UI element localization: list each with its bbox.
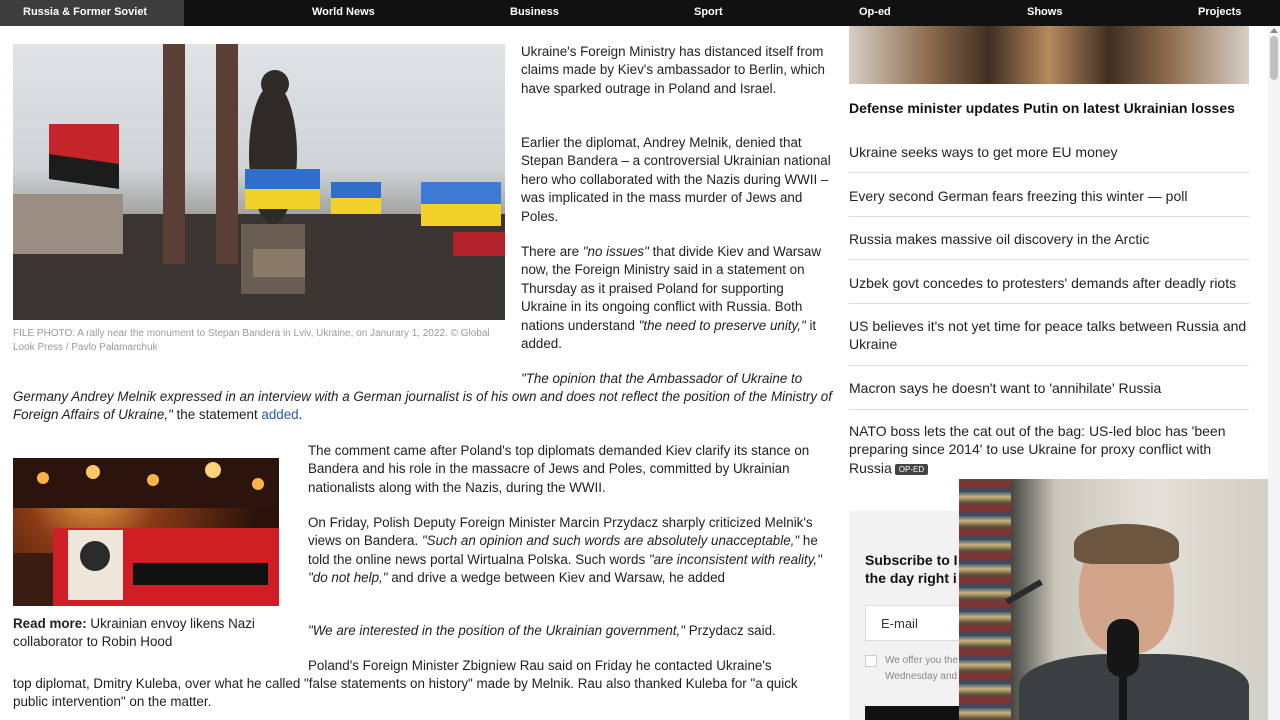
p4-quote-rest: Germany Andrey Melnik expressed in an interview with a German journalist is of his own and does not reflect the position of the Ministry of Foreign Affairs of Ukraine," — [13, 389, 832, 423]
paragraph-8: top diplomat, Dmitry Kuleba, over what he called "false statements on history" made by Melnik. Rau also thanked Kuleba for "a quick public intervention" on the matter. — [13, 676, 798, 710]
news-item-2[interactable]: Every second German fears freezing this winter — poll — [849, 188, 1188, 204]
nav-item-world-news[interactable]: World News — [312, 6, 375, 18]
divider — [849, 409, 1249, 410]
nav-item-shows[interactable]: Shows — [1027, 6, 1063, 18]
p6-text-a: On Friday, Polish Deputy Foreign Minister Marcin Przydacz sharply criticized Melnik's views on Bandera. — [308, 515, 813, 549]
read-more-text: Ukrainian envoy likens Nazi collaborator to Robin Hood — [13, 616, 255, 650]
rally-illustration — [13, 44, 505, 320]
paragraph-5: The comment came after Poland's top diplomats demanded Kiev clarify its stance on Bandera and his role in the massacre of Jews and Poles, committed by Ukrainian nationalists along with the Nazis, during the WWII. — [308, 443, 810, 495]
nav-item-projects[interactable]: Projects — [1198, 6, 1242, 18]
paragraph-4 — [13, 388, 835, 425]
person-hair — [1074, 524, 1179, 564]
p4-plain: the statement — [172, 407, 262, 423]
nav-item-op-ed[interactable]: Op-ed — [859, 6, 891, 18]
bookshelf — [959, 479, 1011, 720]
divider — [849, 365, 1249, 366]
p3-text-a: There are — [521, 244, 583, 259]
paragraph-7 — [308, 622, 835, 640]
top-navigation — [0, 0, 1280, 43]
nav-item-russia[interactable]: Russia & Former Soviet Union — [0, 0, 184, 26]
consent-checkbox[interactable] — [865, 655, 877, 667]
featured-headline[interactable]: Defense minister updates Putin on latest Ukrainian losses — [849, 100, 1235, 116]
p3-text-e: it added. — [521, 317, 817, 352]
email-field[interactable]: E-mail — [865, 605, 1045, 641]
webcam-overlay — [959, 479, 1280, 720]
paragraph-6 — [308, 514, 835, 588]
paragraph-8-line1: Poland's Foreign Minister Zbigniew Rau said on Friday he contacted Ukraine's — [308, 658, 772, 673]
p6-text-g: and drive a wedge between Kiev and Warsaw, he added — [387, 570, 725, 586]
p7-quote: "We are interested in the position of the Ukrainian government," — [308, 623, 685, 638]
p6-quote-d: "are inconsistent with reality," — [648, 551, 822, 567]
p3-quote-b: "no issues" — [582, 244, 649, 259]
divider — [849, 216, 1249, 217]
divider — [849, 303, 1249, 304]
microphone-icon — [1107, 619, 1139, 677]
p7-text: Przydacz said. — [684, 623, 776, 638]
news-item-6[interactable]: Macron says he doesn't want to 'annihilate' Russia — [849, 380, 1162, 396]
page-scrollbar[interactable] — [1268, 26, 1280, 720]
p3-quote-d: "the need to preserve unity," — [638, 317, 806, 333]
mic-stand — [1119, 675, 1127, 720]
photo-caption: FILE PHOTO: A rally near the monument to Stepan Bandera in Lviv, Ukraine, on Janurary 1, 2022. © Global Look Press / Pavlo Palamarchuk — [13, 328, 490, 353]
divider — [849, 259, 1249, 260]
paragraph-4-line1 — [521, 370, 831, 388]
divider — [849, 172, 1249, 173]
p3-text-c: that divide Kiev and Warsaw now, the Foreign Ministry said in a statement on Thursday as it praised Poland for supporting Ukraine in its ongoing conflict with Russia. Both nations understand — [521, 244, 822, 333]
p4-quote-line1: "The opinion that the Ambassador of Ukraine to — [521, 371, 803, 386]
news-item-3[interactable]: Russia makes massive oil discovery in the Arctic — [849, 231, 1150, 247]
torch-march-photo[interactable] — [13, 458, 279, 606]
nav-item-business[interactable]: Business — [510, 6, 559, 18]
torch-march-illustration — [13, 458, 279, 606]
news-item-1[interactable]: Ukraine seeks ways to get more EU money — [849, 144, 1118, 160]
read-more-label: Read more: — [13, 616, 87, 631]
read-more-link[interactable] — [13, 615, 279, 652]
op-ed-badge: OP-ED — [895, 464, 928, 475]
paragraph-2: Earlier the diplomat, Andrey Melnik, denied that Stepan Bandera – a controversial Ukrainian national hero who collaborated with the Nazis during WWII – was implicated in the mass murder of Jews and Poles. — [521, 135, 831, 224]
featured-thumbnail[interactable] — [849, 26, 1249, 84]
subscribe-title: Subscribe to I the day right i — [865, 552, 958, 586]
news-item-7-text: NATO boss lets the cat out of the bag: US-led bloc has 'been preparing since 2014' to use Ukraine for proxy conflict with Russia — [849, 423, 1226, 476]
added-link[interactable]: added — [261, 407, 299, 423]
paragraph-3 — [521, 243, 831, 353]
news-item-5[interactable]: US believes it's not yet time for peace talks between Russia and Ukraine — [849, 318, 1247, 353]
p6-quote-b: "Such an opinion and such words are absolutely unacceptable," — [421, 533, 800, 549]
p6-quote-f: "do not help," — [308, 570, 388, 586]
article-body — [0, 26, 840, 720]
p4-end: . — [298, 407, 303, 423]
nav-item-sport[interactable]: Sport — [694, 6, 723, 18]
scrollbar-thumb[interactable] — [1270, 36, 1278, 80]
paragraph-1: Ukraine's Foreign Ministry has distanced itself from claims made by Kiev's ambassador to Berlin, which have sparked outrage in Poland and Israel. — [521, 44, 825, 96]
bandera-rally-photo[interactable] — [13, 44, 505, 320]
news-item-4[interactable]: Uzbek govt concedes to protesters' demands after deadly riots — [849, 275, 1237, 291]
consent-text: We offer you the Wednesday and — [885, 655, 959, 682]
news-item-7[interactable] — [849, 422, 1249, 477]
scroll-up-arrow-icon[interactable] — [1270, 28, 1278, 33]
p6-text-c: he told the online news portal Wirtualna Polska. Such words — [308, 533, 818, 567]
